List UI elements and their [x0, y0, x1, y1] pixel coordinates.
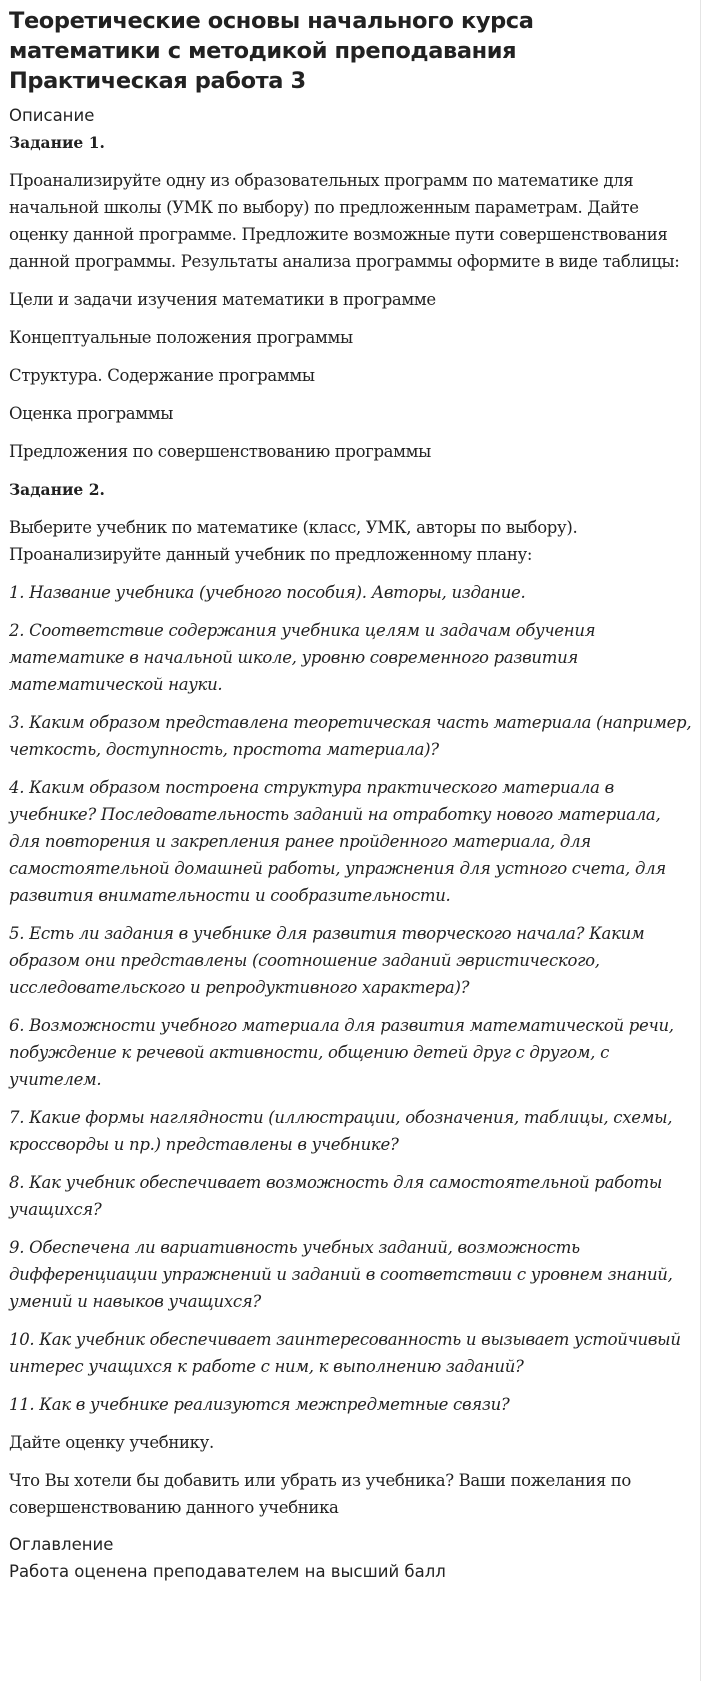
- plan-item: 9. Обеспечена ли вариативность учебных заданий, возможность дифференциации упражнений и заданий в соответствии с уровнем знаний, умений и навыков учащихся?: [9, 1238, 673, 1311]
- description-label: Описание: [9, 106, 95, 125]
- task1-intro: Проанализируйте одну из образовательных программ по математике для начальной школы (УМК по выбору) по предложенным параметрам. Дайте оценку данной программе. Предложите возможные пути совершенствования данной программы. Результаты анализа программы оформите в виде таблицы:: [9, 171, 680, 271]
- task1-row: Структура. Содержание программы: [9, 366, 315, 385]
- task2-heading: Задание 2.: [9, 480, 105, 499]
- plan-item: 3. Каким образом представлена теоретическая часть материала (например, четкость, доступность, простота материала)?: [9, 713, 692, 759]
- task1-heading: Задание 1.: [9, 133, 105, 152]
- task1-row: Оценка программы: [9, 404, 174, 423]
- plan-item: 2. Соответствие содержания учебника целям и задачам обучения математике в начальной школе, уровню современного развития математической науки.: [9, 621, 596, 694]
- plan-item: 11. Как в учебнике реализуются межпредметные связи?: [9, 1395, 510, 1414]
- task1-row: Концептуальные положения программы: [9, 328, 353, 347]
- task1-row: Предложения по совершенствованию программы: [9, 442, 431, 461]
- grade-note: Работа оценена преподавателем на высший балл: [9, 1562, 446, 1581]
- task2-evaluate: Дайте оценку учебнику.: [9, 1433, 214, 1452]
- plan-item: 8. Как учебник обеспечивает возможность для самостоятельной работы учащихся?: [9, 1173, 663, 1219]
- plan-item: 10. Как учебник обеспечивает заинтересованность и вызывает устойчивый интерес учащихся к работе с ним, к выполнению заданий?: [9, 1330, 681, 1376]
- plan-item: 5. Есть ли задания в учебнике для развития творческого начала? Каким образом они представлены (соотношение заданий эвристического, исследовательского и репродуктивного характера)?: [9, 924, 645, 997]
- plan-item: 4. Каким образом построена структура практического материала в учебнике? Последовательность заданий на отработку нового материала, для повторения и закрепления ранее пройденного материала, для самостоятельной домашней работы, упражнения для устного счета, для развития внимательности и сообразительности.: [9, 778, 666, 905]
- plan-item: 1. Название учебника (учебного пособия). Авторы, издание.: [9, 583, 526, 602]
- task1-row: Цели и задачи изучения математики в программе: [9, 290, 436, 309]
- plan-item: 6. Возможности учебного материала для развития математической речи, побуждение к речевой активности, общению детей друг с другом, с учителем.: [9, 1016, 674, 1089]
- plan-item: 7. Какие формы наглядности (иллюстрации, обозначения, таблицы, схемы, кроссворды и пр.) представлены в учебнике?: [9, 1108, 673, 1154]
- task2-intro: Выберите учебник по математике (класс, УМК, авторы по выбору). Проанализируйте данный учебник по предложенному плану:: [9, 518, 578, 564]
- page-title: Теоретические основы начального курса математики с методикой преподавания Практическая работа 3: [9, 8, 534, 94]
- task2-wishes: Что Вы хотели бы добавить или убрать из учебника? Ваши пожелания по совершенствованию данного учебника: [9, 1471, 632, 1517]
- toc-label: Оглавление: [9, 1535, 114, 1554]
